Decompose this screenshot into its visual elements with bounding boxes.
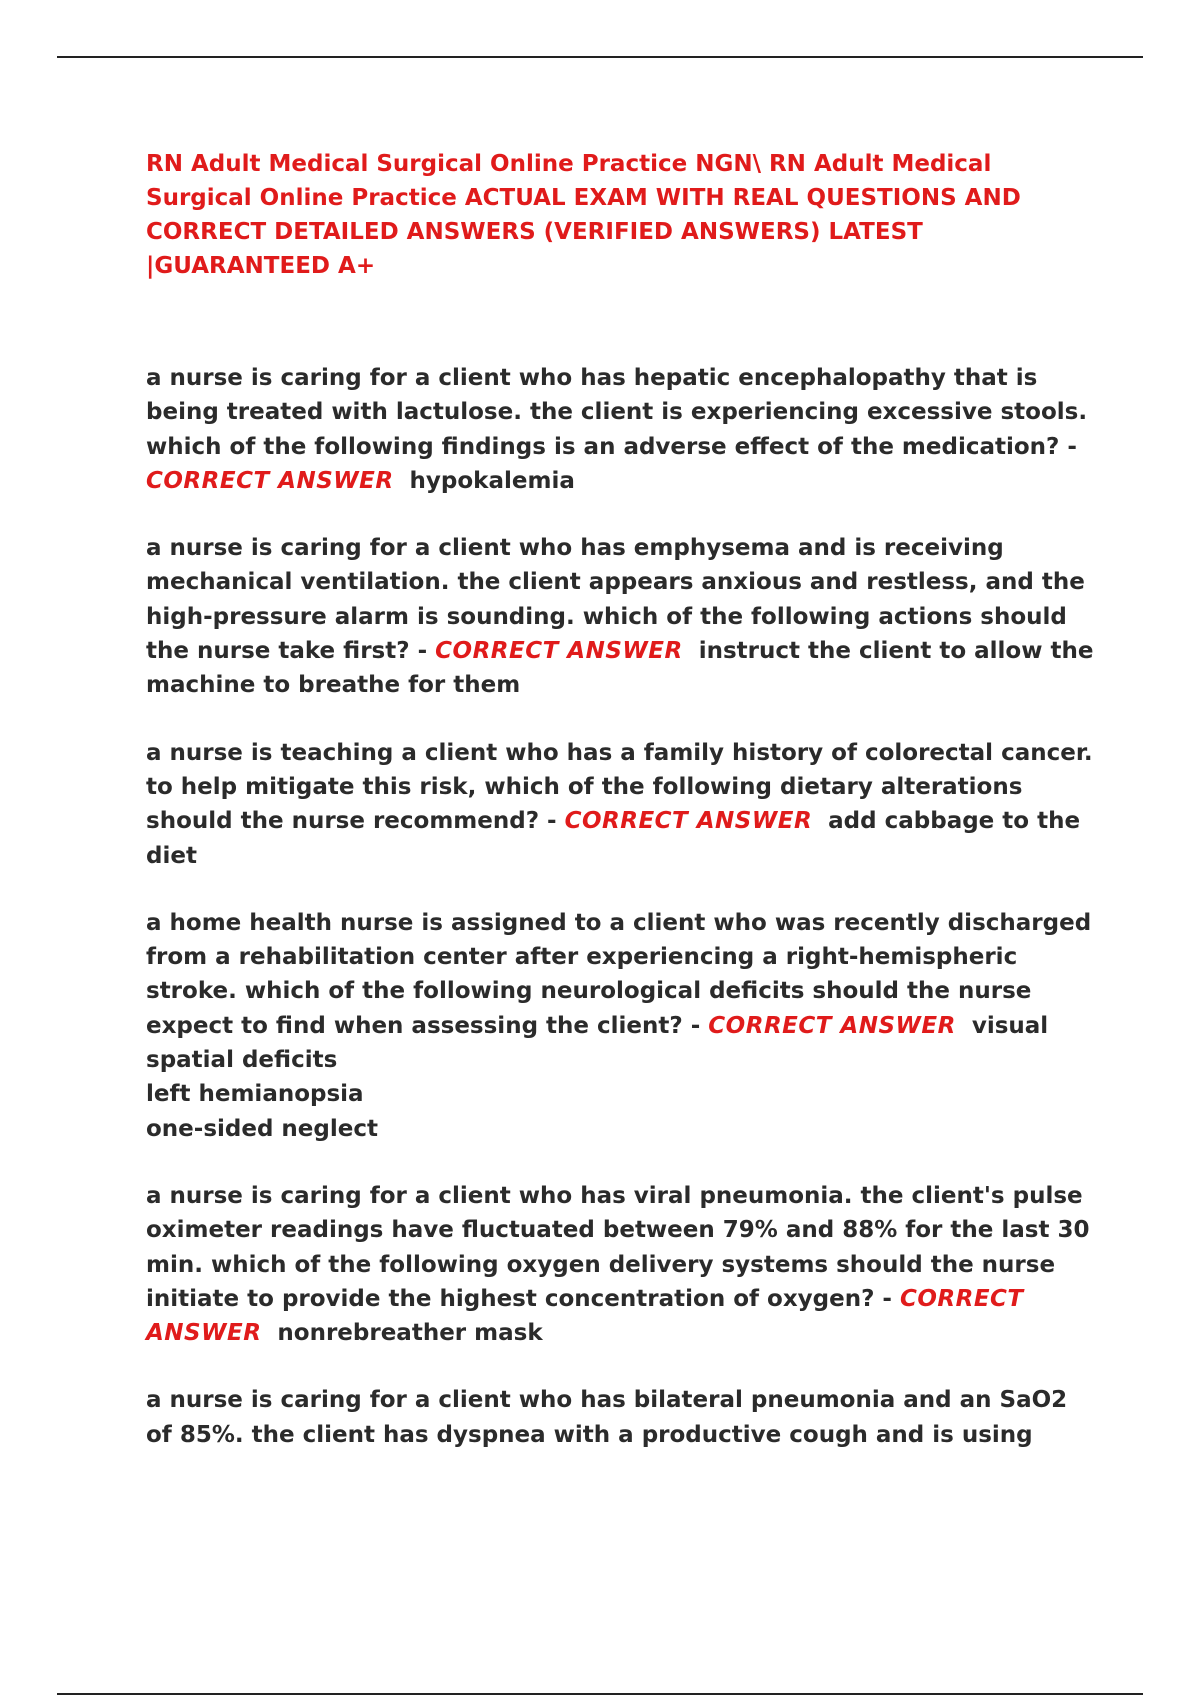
answer-label: CORRECT ANSWER — [564, 808, 813, 835]
answer-label: CORRECT ANSWER — [146, 1285, 1024, 1347]
document-title: RN Adult Medical Surgical Online Practice NGN\ RN Adult Medical Surgical Online Practice ACTUAL EXAM WITH REAL QUESTIONS AND CORRECT DETAILED ANSWERS (VERIFIED ANSWERS) LATEST |GUARANTEED A+ — [146, 151, 1021, 279]
question-text: a nurse is teaching a client who has a family history of colorectal cancer. to help mitigate this risk, which of the following dietary alterations should the nurse recommend? - — [146, 739, 1093, 835]
question-text: a nurse is caring for a client who has bilateral pneumonia and an SaO2 of 85%. the client has dyspnea with a productive cough and is using — [146, 1387, 1068, 1448]
answer-text: left hemianopsia — [146, 1081, 364, 1108]
question-text: a nurse is caring for a client who has emphysema and is receiving mechanical ventilation. the client appears anxious and restless, and the high-pressure alarm is sounding. which of the following actions should the nurse take first? - — [146, 535, 1085, 665]
qa-item — [146, 1383, 1096, 1452]
qa-item — [146, 906, 1096, 1146]
page-top-rule — [57, 56, 1143, 58]
question-text: a home health nurse is assigned to a client who was recently discharged from a rehabilitation center after experiencing a right-hemispheric stroke. which of the following neurological deficits should the nurse expect to find when assessing the client? - — [146, 909, 1092, 1039]
qa-item — [146, 361, 1096, 498]
answer-text: nonrebreather mask — [277, 1320, 543, 1347]
answer-label: CORRECT ANSWER — [146, 467, 394, 494]
answer-text: visual spatial deficits — [146, 1012, 1049, 1074]
question-text: a nurse is caring for a client who has hepatic encephalopathy that is being treated with lactulose. the client is experiencing excessive stools. which of the following findings is an adverse effect of the medication? - — [146, 365, 1088, 460]
answer-label: CORRECT ANSWER — [435, 638, 683, 665]
answer-text: one-sided neglect — [146, 1115, 378, 1142]
question-text: a nurse is caring for a client who has viral pneumonia. the client's pulse oximeter readings have fluctuated between 79% and 88% for the last 30 min. which of the following oxygen delivery systems should the nurse initiate to provide the highest concentration of oxygen? - — [146, 1182, 1090, 1312]
qa-item — [146, 531, 1096, 702]
answer-text: hypokalemia — [409, 467, 575, 494]
qa-item — [146, 1179, 1096, 1350]
answer-text: add cabbage to the diet — [146, 808, 1081, 869]
answer-label: CORRECT ANSWER — [708, 1012, 956, 1039]
page-bottom-rule — [57, 1693, 1143, 1695]
answer-text: instruct the client to allow the machine to breathe for them — [146, 638, 1094, 699]
qa-item — [146, 736, 1096, 873]
document-body — [146, 147, 1096, 1485]
